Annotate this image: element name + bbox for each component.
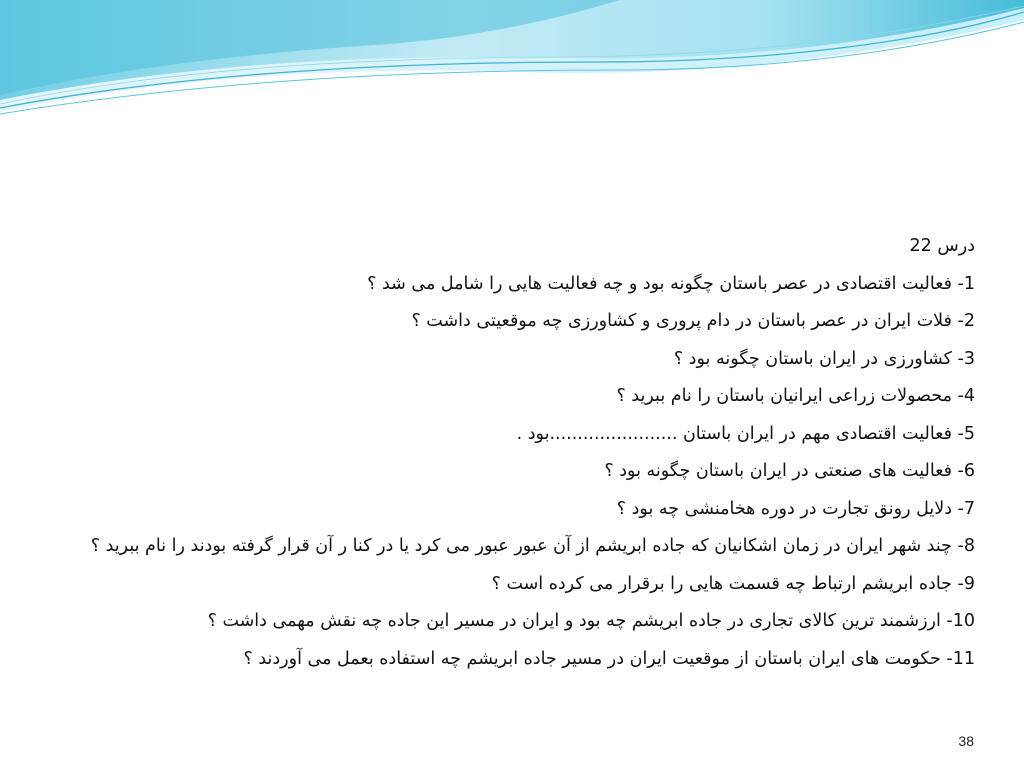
question-7: 7- دلایل رونق تجارت در دوره هخامنشی چه بود ؟ [616, 498, 975, 519]
question-2: 2- فلات ایران در عصر باستان در دام پروری و کشاورزی چه موقعیتی داشت ؟ [411, 311, 975, 331]
question-6: 6- فعالیت های صنعتی در ایران باستان چگونه بود ؟ [604, 461, 975, 481]
question-5: 5- فعالیت اقتصادی مهم در ایران باستان .......................بود . [516, 423, 975, 444]
slide-number: 38 [958, 733, 974, 749]
question-4: 4- محصولات زراعی ایرانیان باستان را نام ببرید ؟ [616, 386, 975, 406]
question-10: 10- ارزشمند ترین کالای تجاری در جاده ابریشم چه بود و ایران در مسیر این جاده چه نقش مهمی داشت ؟ [207, 611, 975, 631]
question-3: 3- کشاورزی در ایران باستان چگونه بود ؟ [673, 348, 975, 369]
header-wave-decoration [0, 0, 1024, 125]
question-9: 9- جاده ابریشم ارتباط چه قسمت هایی را برقرار می کرده است ؟ [491, 573, 975, 594]
question-8: 8- چند شهر ایران در زمان اشکانیان که جاده ابریشم از آن عبور عبور می کرد یا در کنا ر آن قرار گرفته بودند را نام ببرید ؟ [90, 536, 975, 556]
slide-content [40, 228, 975, 678]
question-11: 11- حکومت های ایران باستان از موقعیت ایران در مسیر جاده ابریشم چه استفاده بعمل می آوردند ؟ [243, 648, 975, 669]
question-1: 1- فعالیت اقتصادی در عصر باستان چگونه بود و چه فعالیت هایی را شامل می شد ؟ [367, 273, 975, 294]
lesson-heading: درس 22 [909, 236, 975, 256]
